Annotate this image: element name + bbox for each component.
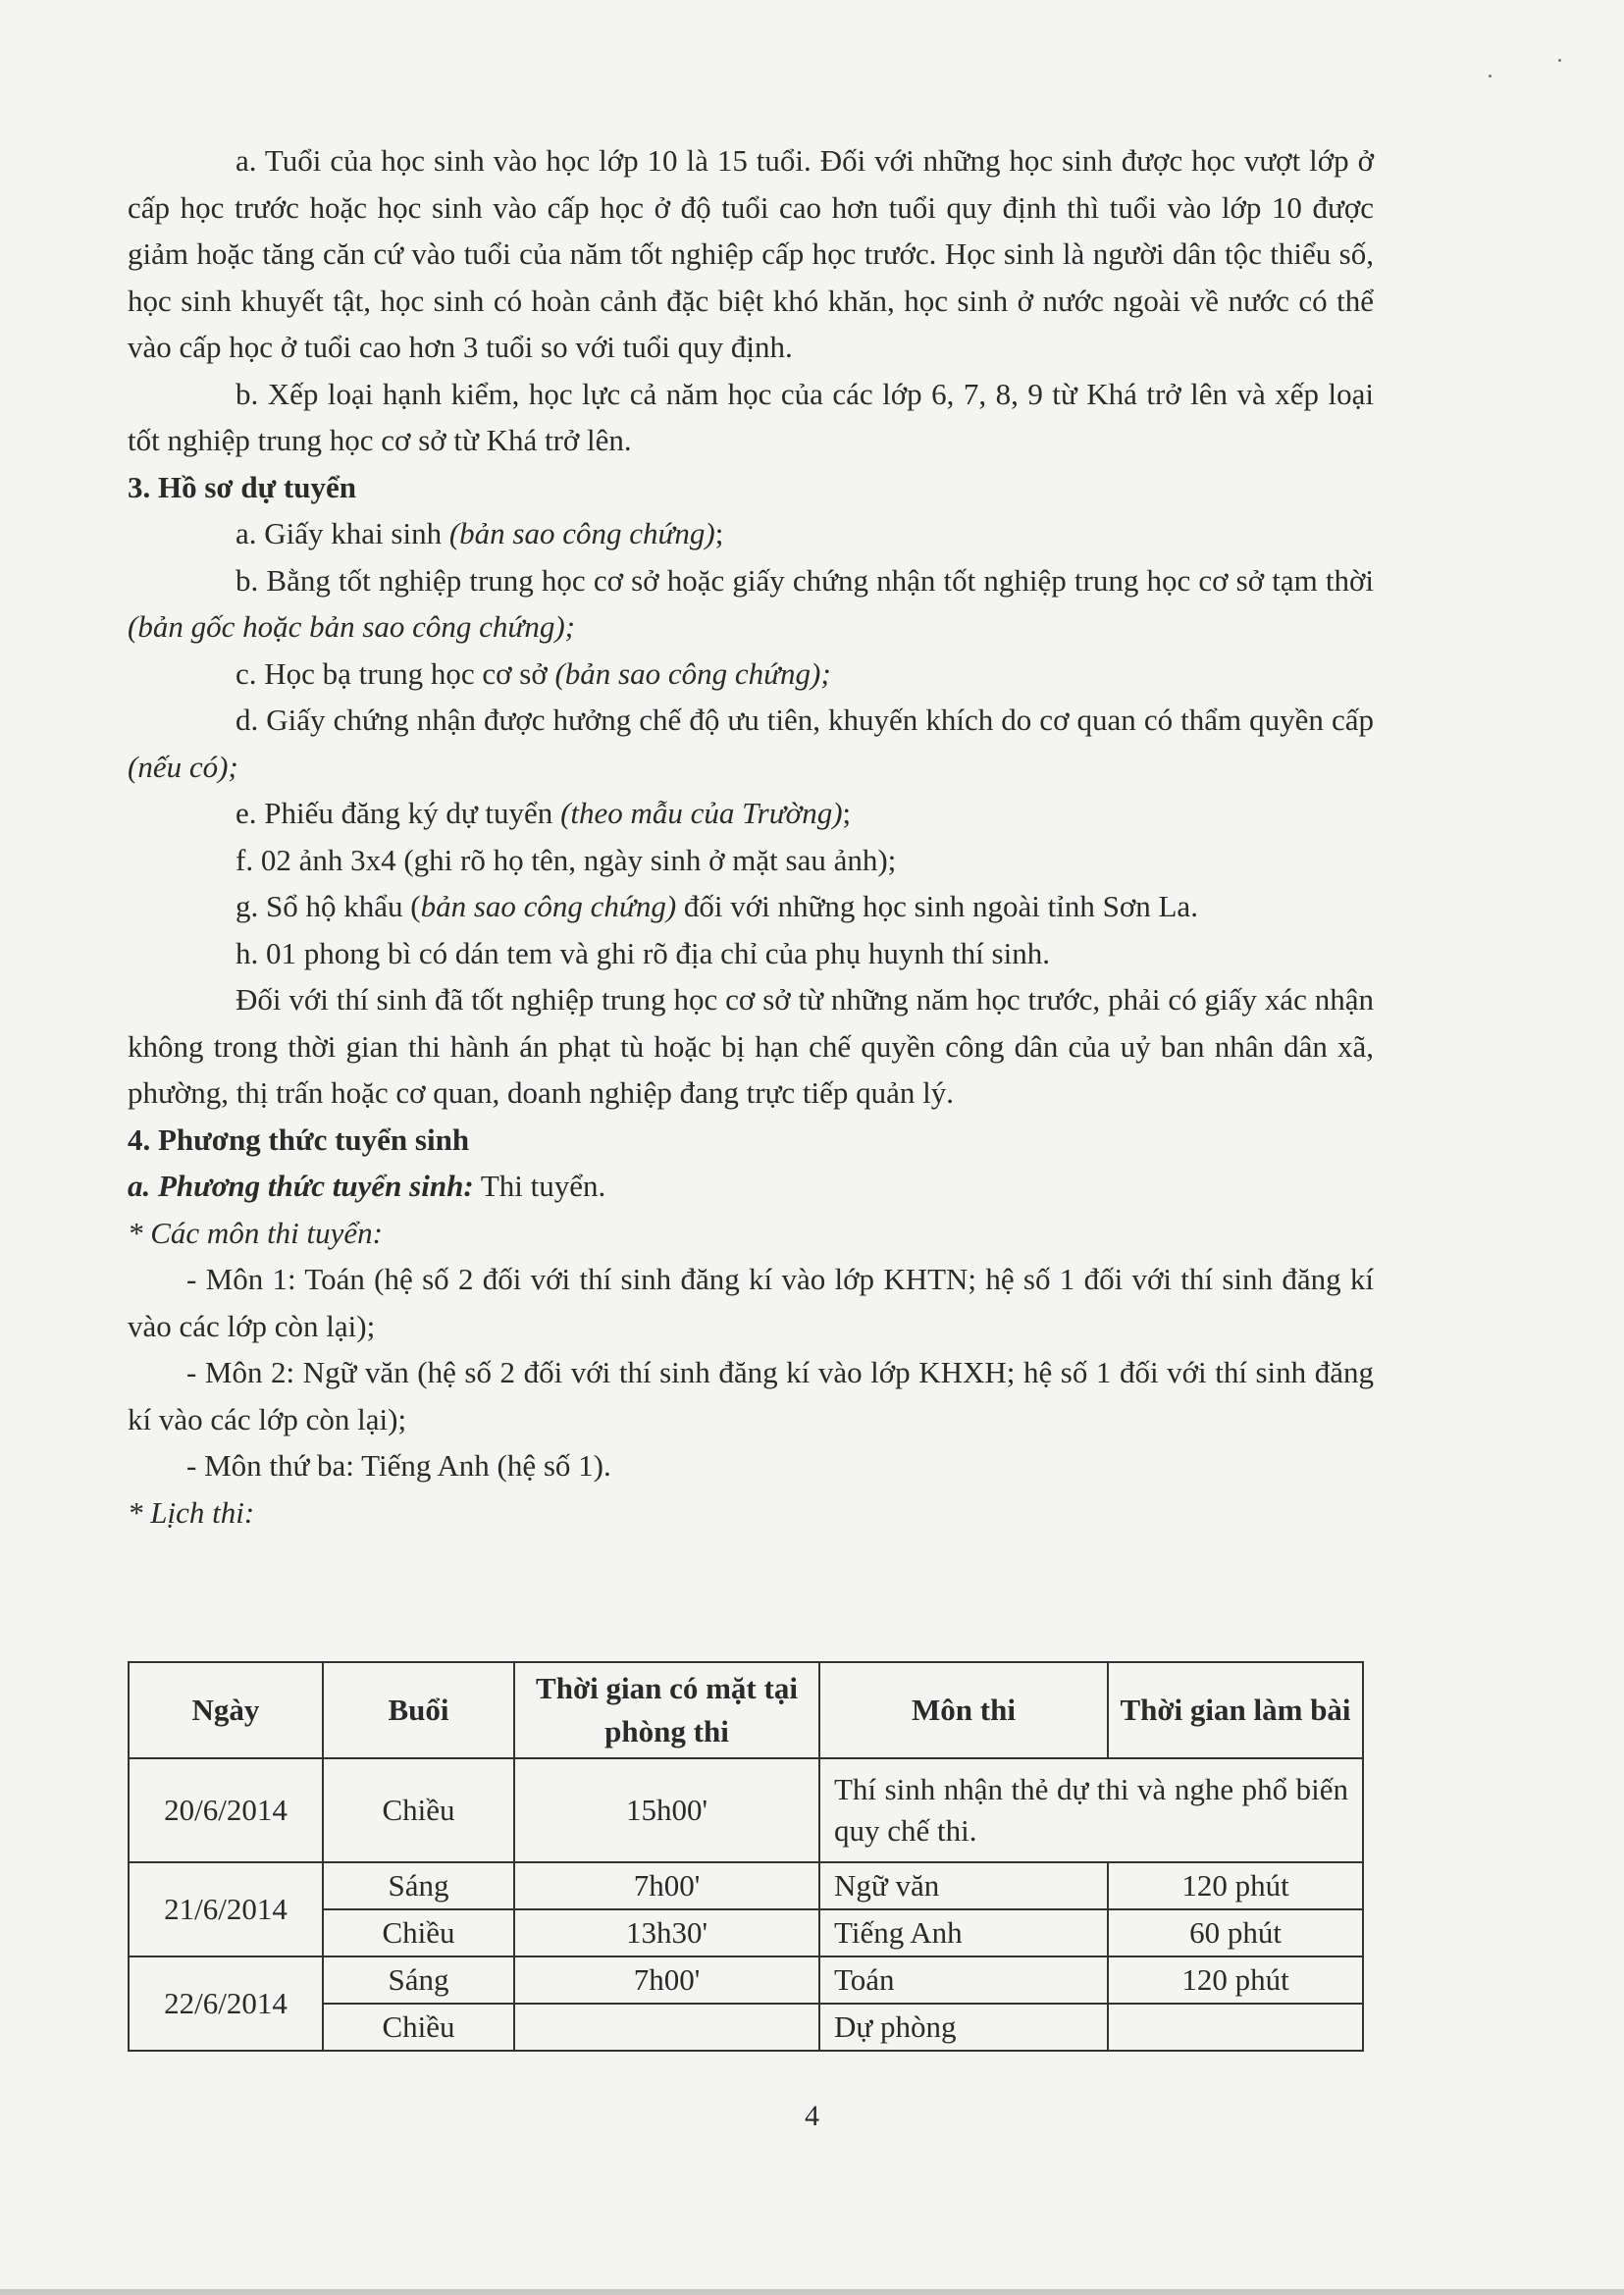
table-row <box>129 1862 1363 1909</box>
table-row <box>129 1758 1363 1862</box>
cell-arrival: 13h30' <box>514 1909 819 1956</box>
cell-date: 20/6/2014 <box>129 1758 323 1862</box>
subject-3: - Môn thứ ba: Tiếng Anh (hệ số 1). <box>186 1448 611 1483</box>
dossier-item-g: g. Sổ hộ khẩu (bản sao công chứng) đối với những học sinh ngoài tỉnh Sơn La. <box>236 889 1198 923</box>
paragraph-age: a. Tuổi của học sinh vào học lớp 10 là 15 tuổi. Đối với những học sinh được học vượt lớp ở cấp học trước hoặc học sinh vào cấp học ở độ tuổi cao hơn tuổi quy định thì tuổi vào lớp 10 được giảm hoặc tăng căn cứ vào tuổi của năm tốt nghiệp cấp học trước. Học sinh là người dân tộc thiểu số, học sinh khuyết tật, học sinh có hoàn cảnh đặc biệt khó khăn, học sinh ở nước ngoài về nước có thể vào cấp học ở tuổi cao hơn 3 tuổi so với tuổi quy định. <box>128 143 1374 364</box>
dossier-item-f: f. 02 ảnh 3x4 (ghi rõ họ tên, ngày sinh ở mặt sau ảnh); <box>236 842 897 877</box>
cell-subject: Tiếng Anh <box>819 1909 1108 1956</box>
subject-2: - Môn 2: Ngữ văn (hệ số 2 đối với thí sinh đăng kí vào lớp KHXH; hệ số 1 đối với thí sinh đăng kí vào các lớp còn lại); <box>128 1355 1374 1436</box>
dossier-closing: Đối với thí sinh đã tốt nghiệp trung học cơ sở từ những năm học trước, phải có giấy xác nhận không trong thời gian thi hành án phạt tù hoặc bị hạn chế quyền công dân của uỷ ban nhân dân xã, phường, thị trấn hoặc cơ quan, doanh nghiệp đang trực tiếp quản lý. <box>128 982 1374 1110</box>
cell-session: Chiều <box>323 1909 514 1956</box>
header-date: Ngày <box>129 1662 323 1758</box>
header-subject: Môn thi <box>819 1662 1108 1758</box>
table-header-row <box>129 1662 1363 1758</box>
cell-session: Chiều <box>323 1758 514 1862</box>
cell-subject: Ngữ văn <box>819 1862 1108 1909</box>
cell-arrival <box>514 2004 819 2051</box>
exam-schedule-table <box>128 1661 1364 2052</box>
scan-edge <box>0 2289 1624 2295</box>
dossier-item-h: h. 01 phong bì có dán tem và ghi rõ địa chỉ của phụ huynh thí sinh. <box>236 935 1050 970</box>
section-4-heading: 4. Phương thức tuyển sinh <box>128 1121 470 1157</box>
table-row <box>129 1956 1363 2004</box>
header-duration: Thời gian làm bài <box>1108 1662 1363 1758</box>
subjects-label: * Các môn thi tuyển: <box>128 1215 384 1250</box>
dossier-item-a: a. Giấy khai sinh (bản sao công chứng); <box>236 516 724 550</box>
dossier-item-c: c. Học bạ trung học cơ sở (bản sao công chứng); <box>236 655 831 691</box>
header-session: Buổi <box>323 1662 514 1758</box>
cell-note: Thí sinh nhận thẻ dự thi và nghe phổ biến quy chế thi. <box>819 1758 1363 1862</box>
dossier-item-e: e. Phiếu đăng ký dự tuyển (theo mẫu của Trường); <box>236 796 852 830</box>
header-arrival-time: Thời gian có mặt tại phòng thi <box>514 1662 819 1758</box>
scan-speck <box>1558 59 1561 62</box>
cell-arrival: 7h00' <box>514 1956 819 2004</box>
cell-duration: 120 phút <box>1108 1956 1363 2004</box>
cell-arrival: 15h00' <box>514 1758 819 1862</box>
schedule-label: * Lịch thi: <box>128 1494 255 1530</box>
paragraph-conduct: b. Xếp loại hạnh kiểm, học lực cả năm học của các lớp 6, 7, 8, 9 từ Khá trở lên và xếp loại tốt nghiệp trung học cơ sở từ Khá trở lên. <box>128 376 1374 457</box>
page-number: 4 <box>805 2100 819 2132</box>
cell-arrival: 7h00' <box>514 1862 819 1909</box>
document-body <box>128 137 1374 1536</box>
cell-subject: Toán <box>819 1956 1108 2004</box>
cell-date: 22/6/2014 <box>129 1956 323 2051</box>
subject-1: - Môn 1: Toán (hệ số 2 đối với thí sinh đăng kí vào lớp KHTN; hệ số 1 đối với thí sinh đăng kí vào các lớp còn lại); <box>128 1262 1374 1343</box>
cell-session: Sáng <box>323 1956 514 2004</box>
scan-speck <box>1489 75 1492 78</box>
cell-session: Sáng <box>323 1862 514 1909</box>
admission-method: a. Phương thức tuyển sinh: Thi tuyển. <box>128 1169 606 1203</box>
cell-duration: 120 phút <box>1108 1862 1363 1909</box>
cell-date: 21/6/2014 <box>129 1862 323 1956</box>
dossier-item-d: d. Giấy chứng nhận được hưởng chế độ ưu tiên, khuyến khích do cơ quan có thẩm quyền cấp (nếu có); <box>128 703 1374 784</box>
cell-subject: Dự phòng <box>819 2004 1108 2051</box>
section-3-heading: 3. Hồ sơ dự tuyển <box>128 469 356 504</box>
cell-duration: 60 phút <box>1108 1909 1363 1956</box>
dossier-item-b: b. Bằng tốt nghiệp trung học cơ sở hoặc giấy chứng nhận tốt nghiệp trung học cơ sở tạm thời (bản gốc hoặc bản sao công chứng); <box>128 562 1374 644</box>
cell-session: Chiều <box>323 2004 514 2051</box>
cell-duration <box>1108 2004 1363 2051</box>
